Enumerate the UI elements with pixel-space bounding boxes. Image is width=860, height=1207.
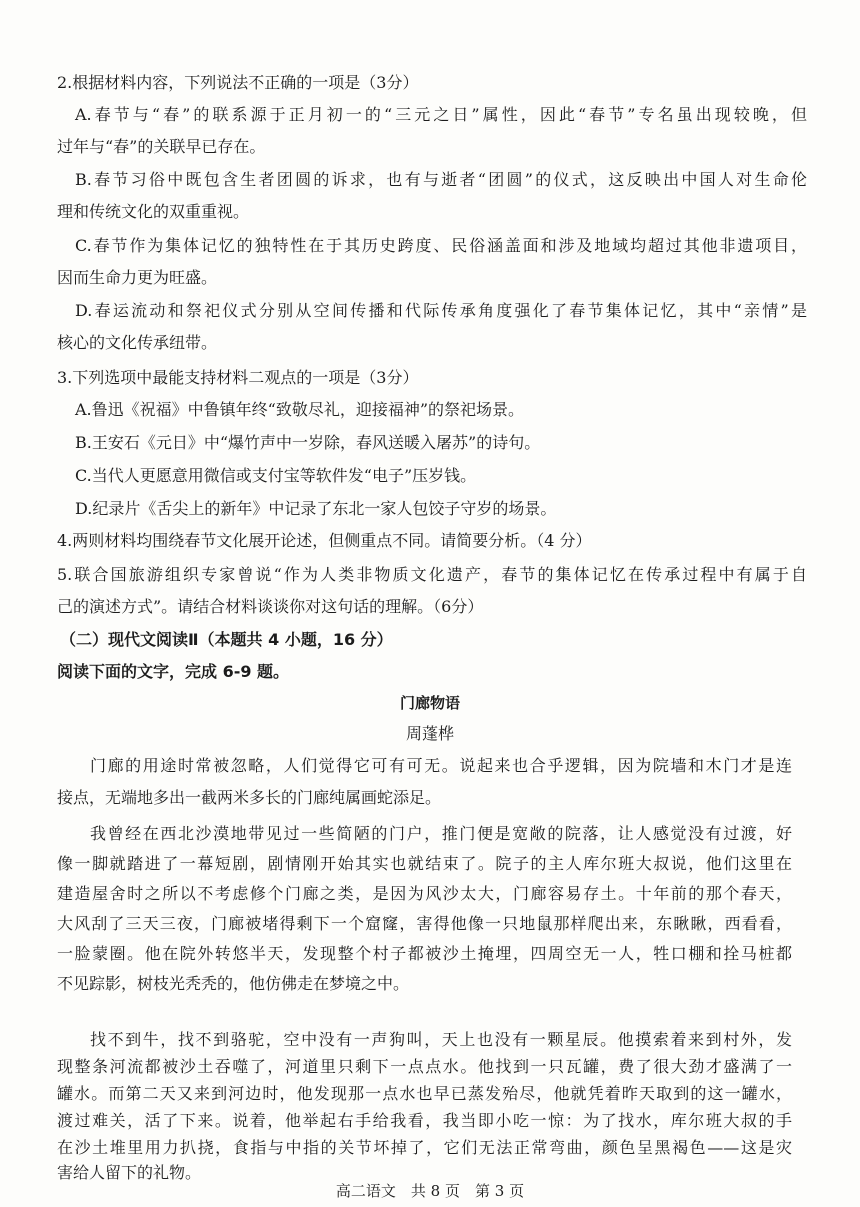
q3-stem: 3.下列选项中最能支持材料二观点的一项是（3分） [57, 368, 419, 387]
essay-paragraph-3-line6: 害给人留下的礼物。 [57, 1163, 202, 1182]
q5-stem-line2: 己的演述方式”。请结合材料谈谈你对这句话的理解。（6分） [57, 597, 484, 616]
essay-title: 门廊物语 [399, 694, 460, 712]
q2-option-b-line1: B.春节习俗中既包含生者团圆的诉求，也有与逝者“团圆”的仪式，这反映出中国人对生命伦 [75, 170, 807, 189]
essay-paragraph-3-line4: 渡过难关，活了下来。说着，他举起右手给我看，我当即小吃一惊：为了找水，库尔班大叔的手 [57, 1111, 792, 1130]
essay-paragraph-3-line5: 在沙土堆里用力扒挠，食指与中指的关节坏掉了，它们无法正常弯曲，颜色呈黑褐色——这是灾 [57, 1138, 792, 1157]
q2-option-a-line2: 过年与“春”的关联早已存在。 [57, 137, 266, 156]
q4-stem: 4.两则材料均围绕春节文化展开论述，但侧重点不同。请简要分析。（4 分） [57, 531, 592, 550]
essay-paragraph-3-line3: 罐水。而第二天又来到河边时，他发现那一点水也早已蒸发殆尽，他就凭着昨天取到的这一罐水， [57, 1084, 792, 1103]
q2-option-d-line2: 核心的文化传承纽带。 [57, 333, 218, 352]
page-footer: 高二语文 共 8 页 第 3 页 [335, 1182, 525, 1200]
q3-option-b: B.王安石《元日》中“爆竹声中一岁除，春风送暖入屠苏”的诗句。 [75, 433, 541, 452]
essay-paragraph-2-line5: 一脸蒙圈。他在院外转悠半天，发现整个村子都被沙土掩埋，四周空无一人，牲口棚和拴马桩都 [57, 944, 792, 963]
q3-option-c: C.当代人更愿意用微信或支付宝等软件发“电子”压岁钱。 [75, 466, 477, 485]
q5-stem-line1: 5.联合国旅游组织专家曾说“作为人类非物质文化遗产，春节的集体记忆在传承过程中有属于自 [57, 565, 807, 584]
q2-option-a-line1: A.春节与“春”的联系源于正月初一的“三元之日”属性，因此“春节”专名虽出现较晚，但 [75, 105, 807, 124]
essay-paragraph-1-line2: 接点，无端地多出一截两米多长的门廊纯属画蛇添足。 [57, 788, 442, 807]
section-heading: （二）现代文阅读Ⅱ（本题共 4 小题，16 分） [60, 630, 393, 649]
q3-option-d: D.纪录片《舌尖上的新年》中记录了东北一家人包饺子守岁的场景。 [75, 499, 557, 518]
essay-paragraph-3-line2: 现整条河流都被沙土吞噬了，河道里只剩下一点点水。他找到一只瓦罐，费了很大劲才盛满了一 [57, 1057, 792, 1076]
section-instruction: 阅读下面的文字，完成 6-9 题。 [57, 662, 290, 681]
q2-option-c-line1: C.春节作为集体记忆的独特性在于其历史跨度、民俗涵盖面和涉及地域均超过其他非遗项目， [75, 236, 807, 255]
essay-paragraph-2-line6: 不见踪影，树枝光秃秃的，他仿佛走在梦境之中。 [57, 974, 410, 993]
q2-option-b-line2: 理和传统文化的双重重视。 [57, 202, 250, 221]
essay-paragraph-1-line1: 门廊的用途时常被忽略，人们觉得它可有可无。说起来也合乎逻辑，因为院墙和木门才是连 [90, 756, 792, 775]
q2-stem: 2.根据材料内容，下列说法不正确的一项是（3分） [57, 73, 419, 92]
essay-paragraph-3-line1: 找不到牛，找不到骆驼，空中没有一声狗叫，天上也没有一颗星辰。他摸索着来到村外，发 [90, 1030, 792, 1049]
q3-option-a: A.鲁迅《祝福》中鲁镇年终“致敬尽礼，迎接福神”的祭祀场景。 [75, 400, 525, 419]
q2-option-d-line1: D.春运流动和祭祀仪式分别从空间传播和代际传承角度强化了春节集体记忆，其中“亲情”是 [75, 301, 807, 320]
essay-paragraph-2-line2: 像一脚就踏进了一幕短剧，剧情刚开始其实也就结束了。院子的主人库尔班大叔说，他们这里在 [57, 854, 792, 873]
essay-author: 周蓬桦 [405, 724, 454, 743]
essay-paragraph-2-line4: 大风刮了三天三夜，门廊被堵得剩下一个窟窿，害得他像一只地鼠那样爬出来，东瞅瞅，西看看， [57, 914, 792, 933]
essay-paragraph-2-line3: 建造屋舍时之所以不考虑修个门廊之类，是因为风沙太大，门廊容易存土。十年前的那个春天， [57, 884, 792, 903]
essay-paragraph-2-line1: 我曾经在西北沙漠地带见过一些简陋的门户，推门便是宽敞的院落，让人感觉没有过渡，好 [90, 824, 792, 843]
q2-option-c-line2: 因而生命力更为旺盛。 [57, 268, 218, 287]
